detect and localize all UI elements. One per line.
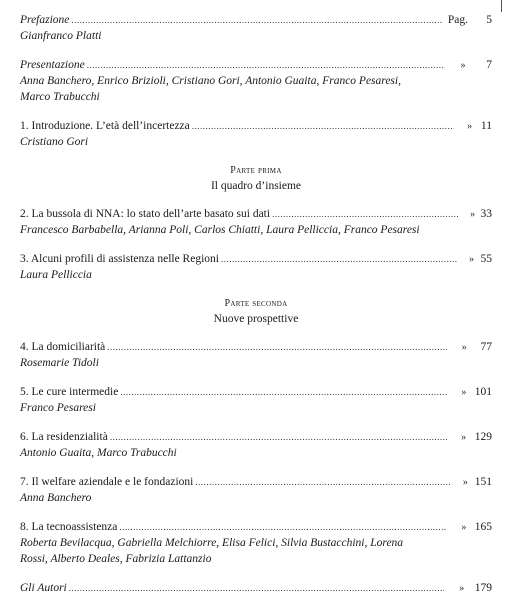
toc-entry-authors: Anna Banchero, Enrico Brizioli, Cristiano Gori, Antonio Guaita, Franco Pesaresi, Marco Trabucchi [20,75,401,103]
page-marker: » [460,60,466,71]
part-heading-2 [20,297,492,327]
toc-entry-title[interactable]: 2. La bussola di NNA: lo stato dell’arte basato sui dati [20,208,271,220]
toc-entry-line [20,384,492,400]
toc-entry-chapter-7[interactable] [20,474,492,506]
page-number: 5 [486,14,493,26]
leader-dots [107,339,447,355]
leader-dots [69,580,444,596]
page-marker: » [461,432,467,443]
toc-entry-chapter-8[interactable] [20,519,492,567]
toc-entry-title[interactable]: 1. Introduzione. L’età dell’incertezza [20,120,190,132]
toc-entry-line [20,57,492,73]
page-number: 55 [480,253,492,265]
page-number: 101 [474,386,492,398]
toc-entry-prefazione[interactable] [20,12,492,44]
toc-entry-line [20,12,492,28]
toc-entry-title[interactable]: 4. La domiciliarità [20,341,106,353]
toc-entry-authors: Anna Banchero [20,492,92,504]
leader-dots [110,429,447,445]
toc-entry-authors: Gianfranco Platti [20,30,102,42]
page-number: 11 [480,120,492,132]
leader-dots [87,57,446,73]
toc-entry-authors: Antonio Guaita, Marco Trabucchi [20,447,177,459]
toc-entry-line [20,251,492,267]
toc-entry-title[interactable]: 7. Il welfare aziendale e le fondazioni [20,476,194,488]
toc-entry-line [20,118,492,134]
page-number: 33 [480,208,492,220]
page-marker: » [467,121,473,132]
page-marker: Pag. [447,14,468,26]
toc-entry-authors: Francesco Barbabella, Arianna Poli, Carlos Chiatti, Laura Pelliccia, Franco Pesaresi [20,224,420,236]
part-title: Il quadro d’insieme [210,180,302,192]
toc-entry-chapter-3[interactable] [20,251,492,283]
toc-entry-title[interactable]: 6. La residenzialità [20,431,108,443]
toc-entry-title[interactable]: Prefazione [20,14,70,26]
toc-entry-chapter-6[interactable] [20,429,492,461]
toc-entry-chapter-5[interactable] [20,384,492,416]
toc-entry-line [20,429,492,445]
toc-entry-authors: Cristiano Gori [20,136,89,148]
toc-entry-presentazione[interactable] [20,57,492,105]
page-number: 7 [486,59,492,71]
toc-entry-chapter-1[interactable] [20,118,492,150]
part-heading-1 [20,164,492,194]
part-title: Nuove prospettive [213,313,299,325]
leader-dots [120,384,447,400]
page-marker: » [462,477,468,488]
toc-entry-authors: Rosemarie Tidoli [20,357,99,369]
toc-entry-line [20,519,492,535]
page-number: 129 [474,431,492,443]
page-marker: » [469,254,475,265]
leader-dots [195,474,450,490]
leader-dots [71,12,442,28]
table-of-contents [20,12,492,609]
toc-entry-title[interactable]: Presentazione [20,59,85,71]
toc-entry-chapter-2[interactable] [20,206,492,238]
toc-entry-authors: Laura Pelliccia [20,269,92,281]
page-edge-rule [501,0,502,12]
page-number: 179 [474,582,492,594]
toc-entry-title[interactable]: 8. La tecnoassistenza [20,521,118,533]
toc-entry-line [20,474,492,490]
leader-dots [119,519,447,535]
page-number: 165 [474,521,492,533]
page-marker: » [461,387,467,398]
toc-entry-authors: Roberta Bevilacqua, Gabriella Melchiorre, Elisa Felici, Silvia Bustacchini, Lorena Rossi, Alberto Deales, Fabrizia Lattanzio [20,537,404,565]
page-marker: » [459,583,465,594]
part-label: Parte seconda [224,298,288,309]
leader-dots [221,251,457,267]
toc-entry-title[interactable]: Gli Autori [20,582,67,594]
toc-entry-line [20,580,492,596]
page-marker: » [461,342,467,353]
part-label: Parte prima [230,165,282,176]
toc-entry-line [20,206,492,222]
leader-dots [192,118,454,134]
page-number: 151 [474,476,492,488]
page-marker: » [470,209,476,220]
page-marker: » [461,522,467,533]
toc-entry-title[interactable]: 3. Alcuni profili di assistenza nelle Regioni [20,253,219,265]
leader-dots [272,206,459,222]
toc-entry-line [20,339,492,355]
toc-entry-title[interactable]: 5. Le cure intermedie [20,386,119,398]
toc-entry-gli-autori[interactable] [20,580,492,596]
toc-entry-chapter-4[interactable] [20,339,492,371]
toc-entry-authors: Franco Pesaresi [20,402,96,414]
page-number: 77 [480,341,492,353]
